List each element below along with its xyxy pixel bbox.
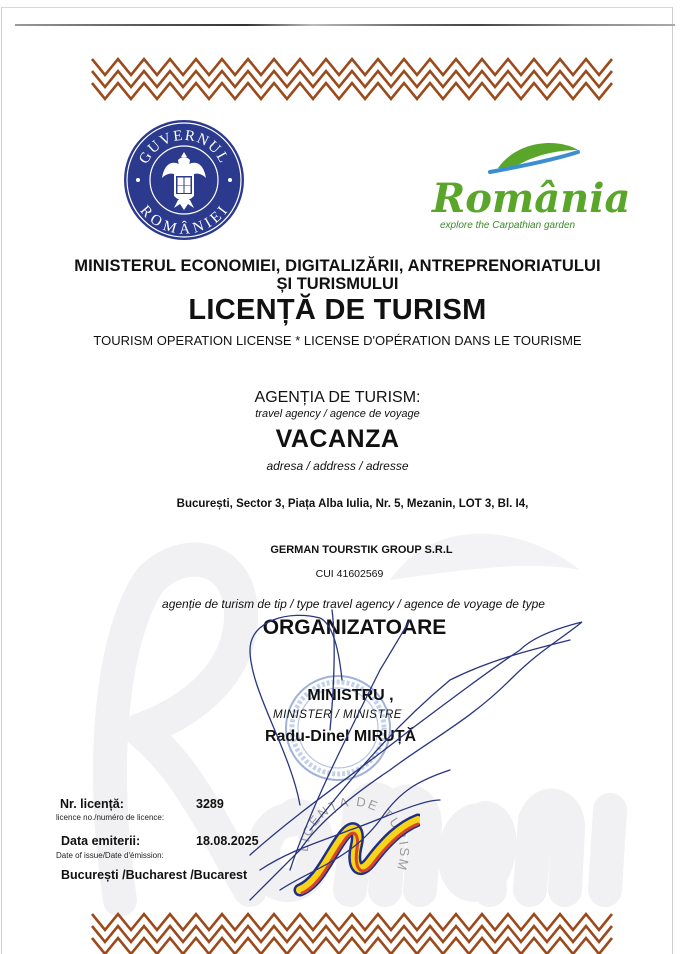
agency-type-label: agenție de turism de tip / type travel agency / agence de voyage de type [162, 597, 545, 611]
minister-signature [150, 570, 600, 900]
company-name: GERMAN TOURSTIK GROUP S.R.L [270, 544, 453, 556]
agency-heading: AGENȚIA DE TURISM: [254, 389, 421, 406]
agency-name: VACANZA [275, 425, 400, 453]
page-subtitle: TOURISM OPERATION LICENSE * LICENSE D'OPÉRATION DANS LE TOURISME [93, 333, 582, 348]
scan-edge-line [15, 24, 675, 26]
brand-tagline: explore the Carpathian garden [440, 220, 576, 231]
government-seal-logo [122, 118, 246, 242]
seal-top-text: GUVERNUL [136, 127, 232, 167]
issue-date-sublabel: Date of issue/Date d'émission: [56, 851, 164, 860]
signatory-role: MINISTRU , [307, 687, 394, 704]
page-title: LICENȚĂ DE TURISM [188, 294, 487, 326]
brand-wordmark: România [432, 175, 631, 222]
agency-type: ORGANIZATOARE [262, 616, 447, 639]
company-cui: CUI 41602569 [315, 568, 384, 580]
agency-heading-translation: travel agency / agence de voyage [255, 408, 420, 420]
ministry-name-line2: ȘI TURISMULUI [276, 275, 399, 293]
agency-address: București, Sector 3, Piața Alba Iulia, Nr. 5, Mezanin, LOT 3, Bl. I4, [176, 498, 529, 510]
issue-date-label: Data emiterii: [61, 834, 141, 848]
licence-number-sublabel: licence no./numéro de licence: [56, 813, 165, 822]
romania-brand-logo [428, 138, 631, 222]
chevron-border-bottom [88, 910, 620, 954]
chevron-line [92, 83, 612, 99]
issue-date: 18.08.2025 [196, 834, 259, 848]
chevron-line [92, 938, 612, 954]
ministry-name-line1: MINISTERUL ECONOMIEI, DIGITALIZĂRII, ANTREPRENORIATULUI [74, 257, 601, 275]
signatory-name: Radu-Dinel MIRUȚĂ [264, 728, 417, 745]
signatory-role-translation: MINISTER / MINISTRE [273, 709, 402, 721]
licence-stamp-text: LICENȚA DE TURISM [295, 793, 413, 874]
address-label: adresa / address / adresse [266, 459, 409, 473]
issue-place: București /Bucharest /Bucarest [61, 868, 248, 882]
chevron-border-top [88, 55, 620, 103]
licence-number-label: Nr. licență: [60, 797, 124, 811]
licence-number: 3289 [196, 797, 224, 811]
seal-bottom-text: ROMÂNIEI [136, 202, 232, 238]
